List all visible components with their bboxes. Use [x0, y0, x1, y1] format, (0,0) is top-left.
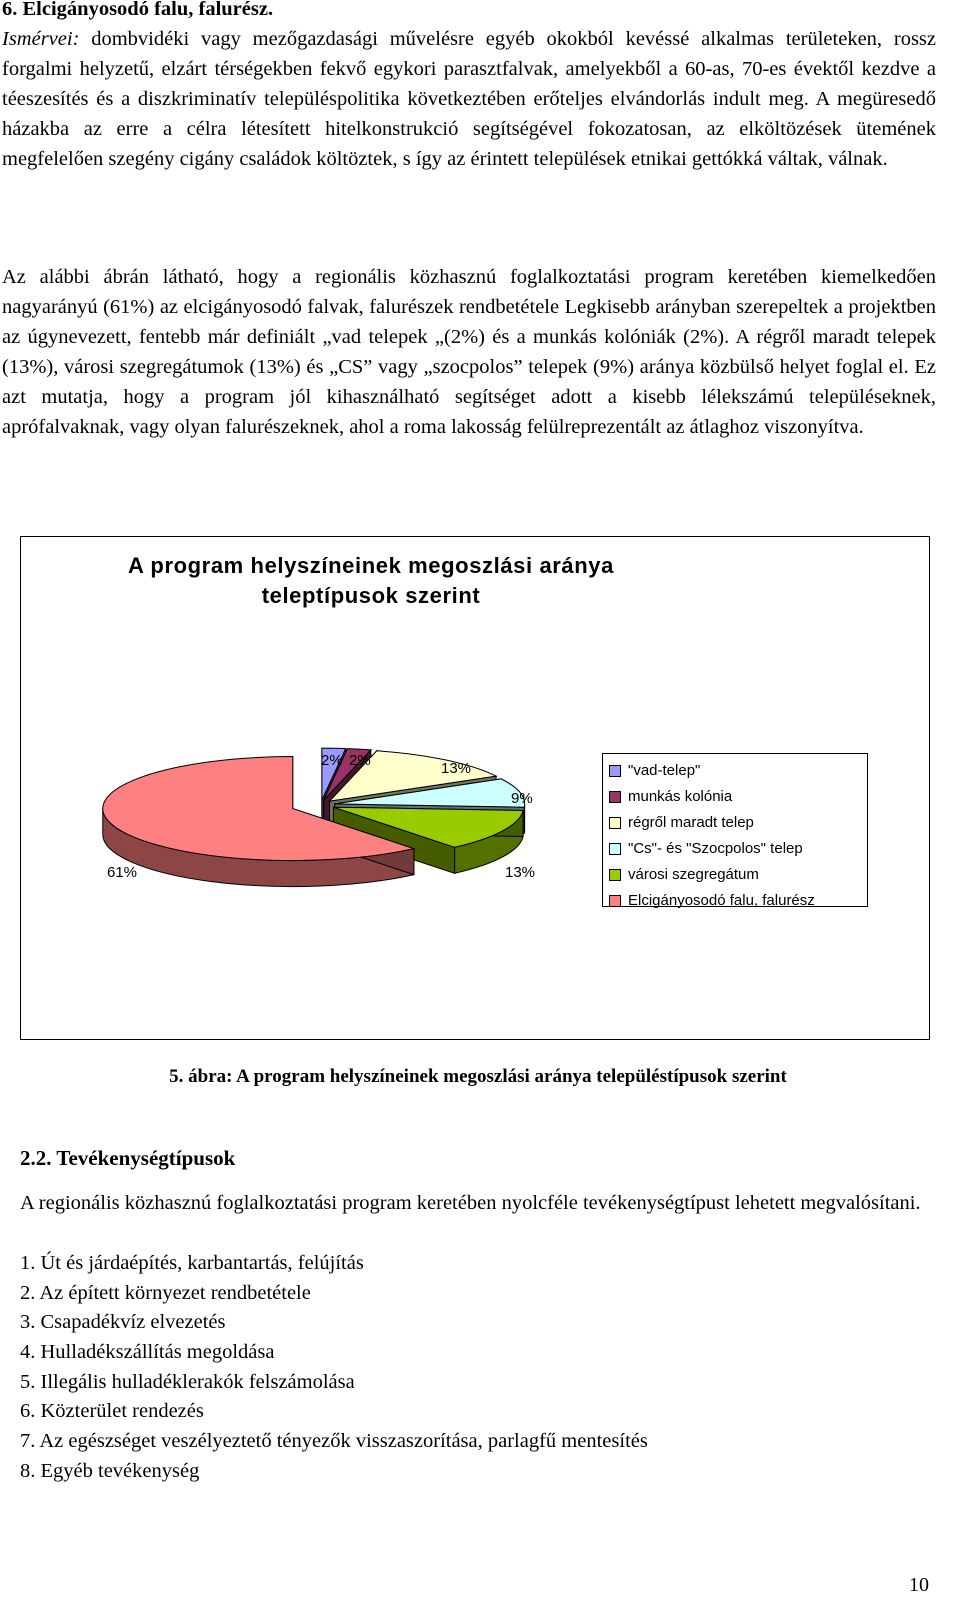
- list-item: 3. Csapadékvíz elvezetés: [20, 1311, 226, 1334]
- legend-swatch: [609, 791, 621, 803]
- chart-title-line2: teleptípusok szerint: [261, 583, 481, 608]
- paragraph-2-text: Az alábbi ábrán látható, hogy a regionális közhasznú foglalkoztatási program keretében kiemelkedően nagyarányú (61%) az elcigányosodó falvak, falurészek rendbetétele Legkisebb arányban szerepeltek a projektben az úgynevezett, fentebb már definiált „vad telepek „(2%) és a munkás kolóniák (2%). A régről maradt telepek (13%), városi szegregátumok (13%) és „CS” vagy „szocpolos” telepek (9%) aránya közbülső helyet foglal el. Ez azt mutatja, hogy a program jól kihasználható segítséget adott a kisebb lélekszámú településeknek, aprófalvaknak, vagy olyan falurészeknek, ahol a roma lakosság felülreprezentált az átlaghoz viszonyítva.: [2, 266, 936, 438]
- legend-swatch: [609, 869, 621, 881]
- legend-label: Elcigányosodó falu, falurész: [628, 892, 815, 909]
- chart-title-line1: A program helyszíneinek megoszlási aránya: [128, 553, 614, 578]
- legend-item: [603, 836, 867, 862]
- pie-pct-label: 9%: [511, 790, 533, 807]
- activity-list: [20, 1248, 648, 1486]
- legend-label: "Cs"- és "Szocpolos" telep: [628, 840, 803, 857]
- list-item: 6. Közterület rendezés: [20, 1400, 204, 1423]
- pie-pct-label: 13%: [441, 760, 472, 777]
- legend-swatch: [609, 895, 621, 907]
- legend-label: munkás kolónia: [628, 788, 733, 805]
- list-item: 4. Hulladékszállítás megoldása: [20, 1341, 275, 1364]
- list-item: 5. Illegális hulladéklerakók felszámolása: [20, 1370, 355, 1393]
- legend-item: [603, 758, 867, 784]
- list-item: 7. Az egészséget veszélyeztető tényezők visszaszorítása, parlagfű mentesítés: [20, 1430, 648, 1453]
- legend-item: [603, 862, 867, 888]
- list-item: 1. Út és járdaépítés, karbantartás, felújítás: [20, 1252, 364, 1274]
- legend-label: régről maradt telep: [628, 814, 754, 831]
- pie-pct-label: 2%: [349, 752, 371, 769]
- paragraph-2: [2, 262, 936, 442]
- list-item: 8. Egyéb tevékenység: [20, 1459, 200, 1482]
- pie-pct-label: 61%: [107, 864, 138, 881]
- legend-label: városi szegregátum: [628, 866, 759, 883]
- subsection-intro: A regionális közhasznú foglalkoztatási program keretében nyolcféle tevékenységtípust lehetett megvalósítani.: [20, 1192, 921, 1214]
- legend-item: [603, 810, 867, 836]
- section-heading: 6. Elcigányosodó falu, falurész.: [2, 0, 274, 20]
- legend-label: "vad-telep": [628, 762, 701, 779]
- pie-chart: [20, 536, 930, 1040]
- subsection-title: 2.2. Tevékenységtípusok: [20, 1146, 236, 1170]
- pie-pct-label: 2%: [321, 752, 343, 769]
- pie-pct-label: 13%: [505, 864, 536, 881]
- legend-swatch: [609, 843, 621, 855]
- legend-swatch: [609, 817, 621, 829]
- chart-legend: [602, 753, 868, 907]
- lead-label: Ismérvei:: [2, 28, 80, 50]
- paragraph-1: [2, 24, 936, 174]
- page-number: 10: [909, 1574, 929, 1596]
- legend-item: [603, 784, 867, 810]
- legend-swatch: [609, 765, 621, 777]
- legend-item: [603, 888, 867, 914]
- paragraph-1-text: dombvidéki vagy mezőgazdasági művelésre egyéb okokból kevéssé alkalmas területeken, rossz forgalmi helyzetű, elzárt térségekben fekvő egykori parasztfalvak, amelyekből a 60-as, 70-es évektől kezdve a téeszesítés és a diszkriminatív településpolitika következtében erőteljes elvándorlás indult meg. A megüresedő házakba az erre a célra létesített hitelkonstrukció segítségével fokozatosan, az elköltözések ütemének megfelelően szegény cigány családok költöztek, s így az érintett települések etnikai gettókká váltak, válnak.: [2, 28, 936, 170]
- list-item: 2. Az épített környezet rendbetétele: [20, 1281, 311, 1304]
- figure-caption: 5. ábra: A program helyszíneinek megoszlási aránya településtípusok szerint: [169, 1066, 787, 1087]
